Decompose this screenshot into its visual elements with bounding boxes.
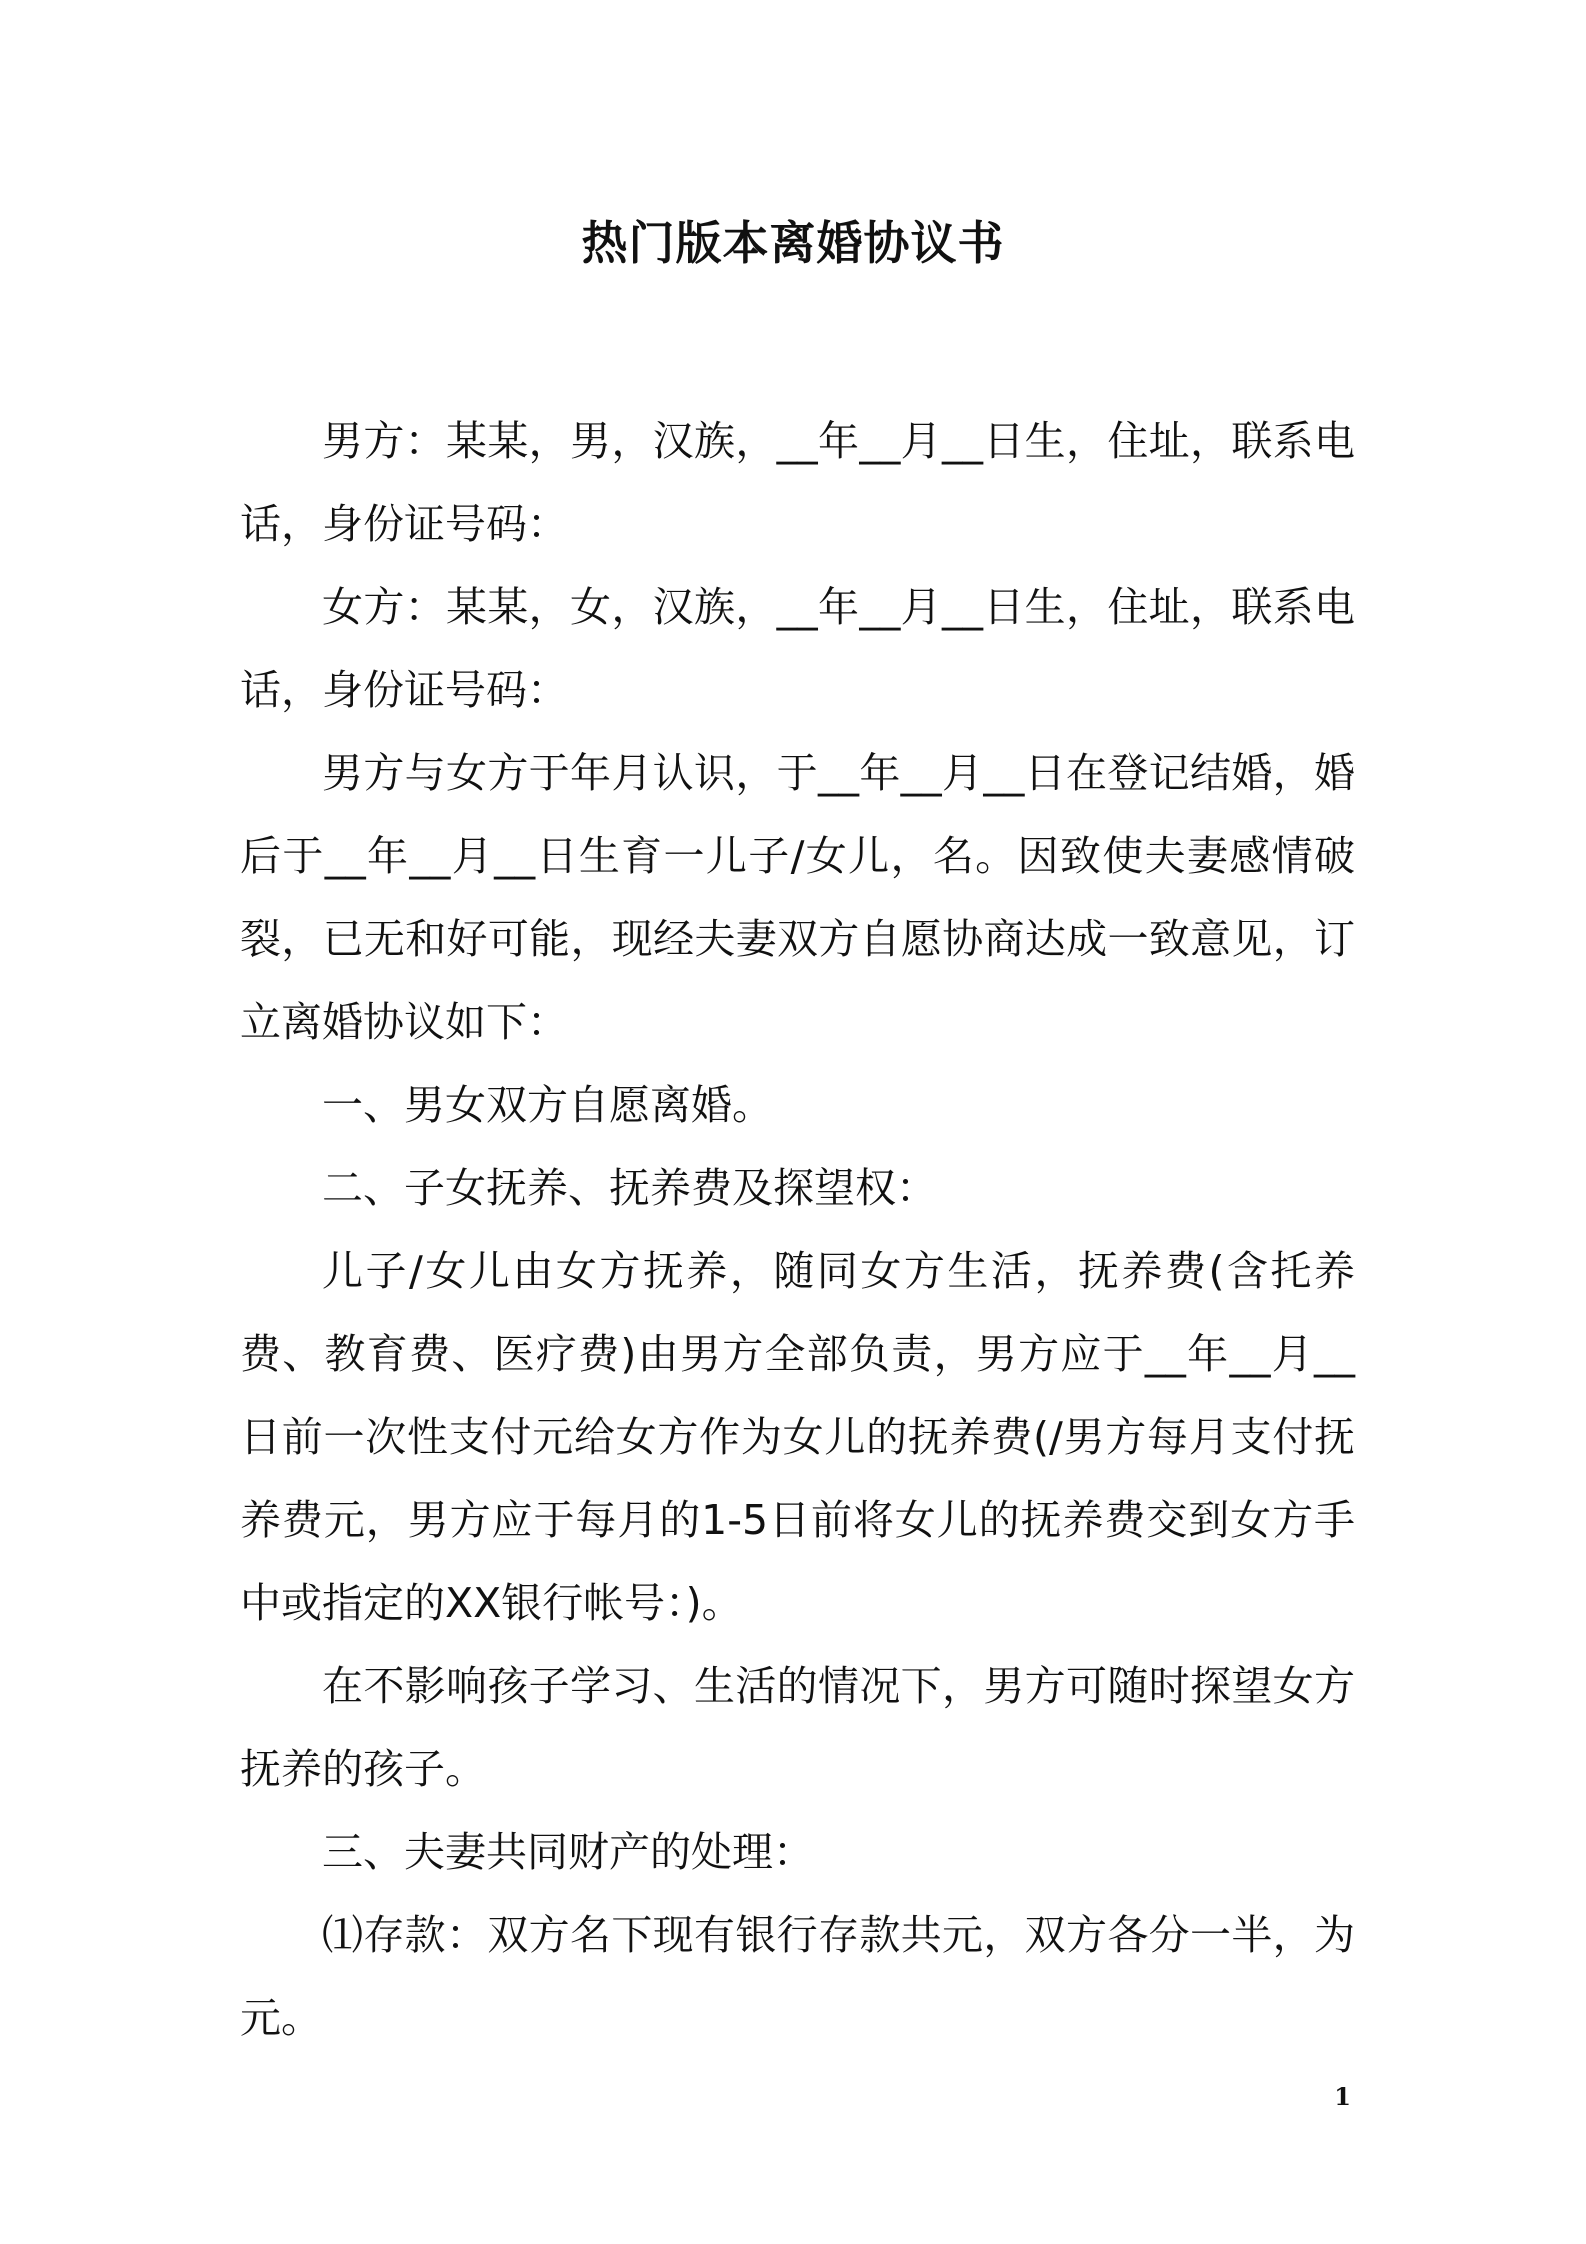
paragraph-male-party: 男方：某某，男，汉族，__年__月__日生，住址，联系电话，身份证号码： — [240, 417, 1355, 548]
paragraph-clause-3-heading: 三、夫妻共同财产的处理： — [322, 1828, 814, 1876]
paragraph-background: 男方与女方于年月认识，于__年__月__日在登记结婚，婚后于__年__月__日生育一儿子/女儿，名。因致使夫妻感情破裂，已无和好可能，现经夫妻双方自愿协商达成一致意见，订立离婚协议如下： — [240, 749, 1355, 1046]
paragraph-savings: ⑴存款：双方名下现有银行存款共元，双方各分一半，为元。 — [240, 1911, 1355, 2042]
paragraph-visitation: 在不影响孩子学习、生活的情况下，男方可随时探望女方抚养的孩子。 — [240, 1662, 1355, 1793]
paragraph-clause-1: 一、男女双方自愿离婚。 — [322, 1081, 773, 1129]
paragraph-clause-2-heading: 二、子女抚养、抚养费及探望权： — [322, 1164, 937, 1212]
document-body — [240, 400, 1355, 2060]
paragraph-female-party: 女方：某某，女，汉族，__年__月__日生，住址，联系电话，身份证号码： — [240, 583, 1355, 714]
document-title: 热门版本离婚协议书 — [581, 216, 1005, 270]
page-number: 1 — [1334, 2082, 1351, 2111]
paragraph-child-support: 儿子/女儿由女方抚养，随同女方生活，抚养费(含托养费、教育费、医疗费)由男方全部负责，男方应于__年__月__日前一次性支付元给女方作为女儿的抚养费(/男方每月支付抚养费元，男方应于每月的1-5日前将女儿的抚养费交到女方手中或指定的XX银行帐号：)。 — [240, 1247, 1355, 1627]
